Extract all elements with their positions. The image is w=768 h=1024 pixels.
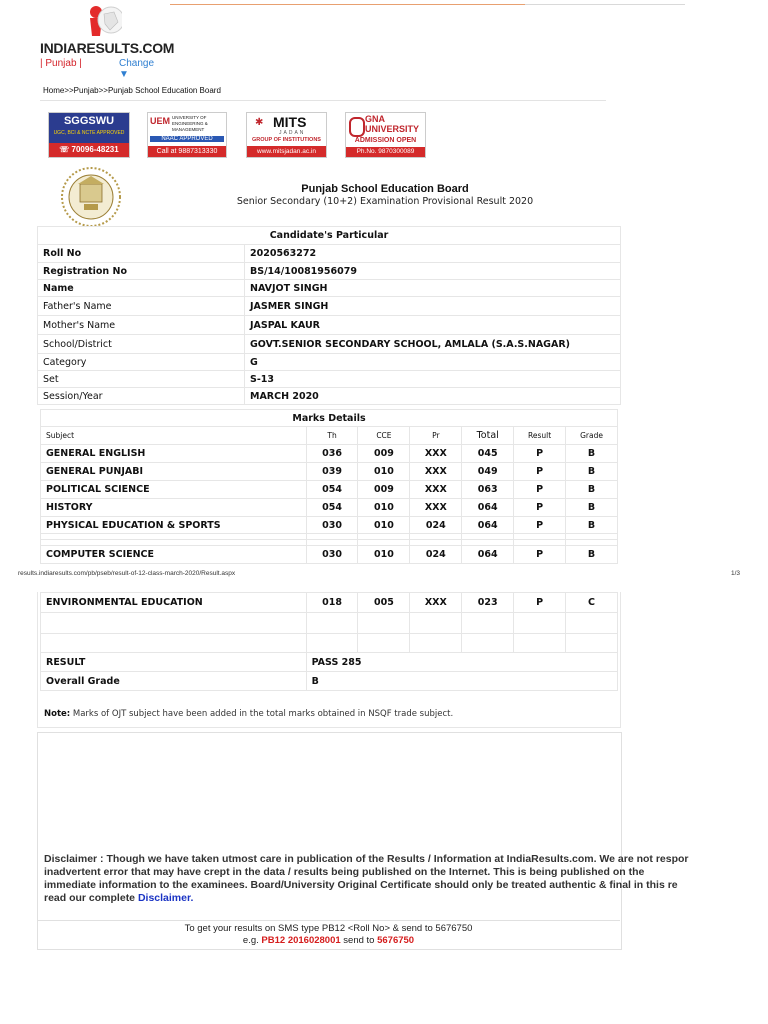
board-subtitle: Senior Secondary (10+2) Examination Provisional Result 2020 bbox=[236, 196, 534, 207]
cell: 064 bbox=[462, 517, 514, 534]
table-row bbox=[38, 354, 621, 371]
cell: 030 bbox=[306, 546, 358, 564]
cell: 010 bbox=[358, 517, 410, 534]
disclaimer-line: immediate information to the examinees. Board/University Original Certificate should only be treated authentic & final in this re bbox=[44, 879, 678, 891]
result-row bbox=[41, 653, 618, 672]
col-pr: Pr bbox=[410, 427, 462, 445]
row-label: Father's Name bbox=[38, 297, 245, 316]
row-value: GOVT.SENIOR SECONDARY SCHOOL, AMLALA (S.A.S.NAGAR) bbox=[245, 335, 621, 354]
state-label: | Punjab | bbox=[40, 58, 82, 69]
marks-table-continued bbox=[40, 592, 618, 691]
table-row bbox=[41, 481, 618, 499]
cell: B bbox=[566, 517, 618, 534]
table-row bbox=[38, 335, 621, 354]
ad-phone: www.mitsjadan.ac.in bbox=[247, 146, 326, 157]
row-value: BS/14/10081956079 bbox=[245, 263, 621, 280]
cell: B bbox=[566, 499, 618, 517]
ad-gna[interactable] bbox=[345, 112, 426, 158]
note-label: Note: bbox=[44, 709, 71, 719]
cell: B bbox=[566, 481, 618, 499]
table-row-empty bbox=[41, 634, 618, 653]
cell: XXX bbox=[410, 445, 462, 463]
grade-label: Overall Grade bbox=[41, 672, 307, 691]
sms-divider bbox=[37, 920, 620, 921]
result-value: PASS 285 bbox=[306, 653, 617, 672]
cell: 064 bbox=[462, 546, 514, 564]
table-row bbox=[38, 245, 621, 263]
cell: C bbox=[566, 593, 618, 613]
row-label: Mother's Name bbox=[38, 316, 245, 335]
grade-value: B bbox=[306, 672, 617, 691]
print-page-number: 1/3 bbox=[731, 570, 741, 577]
cell: 010 bbox=[358, 499, 410, 517]
cell: P bbox=[514, 546, 566, 564]
cell: POLITICAL SCIENCE bbox=[41, 481, 307, 499]
particulars-heading: Candidate's Particular bbox=[38, 227, 621, 245]
row-label: School/District bbox=[38, 335, 245, 354]
header-line-accent bbox=[170, 4, 525, 5]
cell: 045 bbox=[462, 445, 514, 463]
breadcrumb[interactable]: Home>>Punjab>>Punjab School Education Board bbox=[43, 86, 221, 95]
result-label: RESULT bbox=[41, 653, 307, 672]
table-row bbox=[41, 499, 618, 517]
particulars-table bbox=[37, 226, 621, 405]
col-result: Result bbox=[514, 427, 566, 445]
ad-mits[interactable] bbox=[246, 112, 327, 158]
table-row bbox=[38, 280, 621, 297]
row-value: 2020563272 bbox=[245, 245, 621, 263]
table-header-row bbox=[41, 427, 618, 445]
logo-text: INDIARESULTS.COM bbox=[40, 40, 175, 56]
disclaimer-link[interactable]: Disclaimer. bbox=[137, 892, 194, 904]
cell: 064 bbox=[462, 499, 514, 517]
cell: 049 bbox=[462, 463, 514, 481]
row-value: JASPAL KAUR bbox=[245, 316, 621, 335]
ad-phone: ☏ 70096-48231 bbox=[49, 143, 129, 157]
sms-sendto: send to bbox=[343, 935, 375, 946]
table-row bbox=[38, 316, 621, 335]
sms-example bbox=[37, 935, 620, 946]
print-url: results.indiaresults.com/pb/pseb/result-of-12-class-march-2020/Result.aspx bbox=[18, 570, 236, 577]
col-grade: Grade bbox=[566, 427, 618, 445]
ad-title: MITS bbox=[273, 114, 307, 130]
row-label: Set bbox=[38, 371, 245, 388]
cell: 010 bbox=[358, 463, 410, 481]
cell: 039 bbox=[306, 463, 358, 481]
ad-badge: ADMISSION OPEN bbox=[354, 137, 417, 144]
breadcrumb-divider bbox=[40, 100, 606, 101]
ad-phone: Call at 9887313330 bbox=[148, 146, 226, 157]
note-text: Marks of OJT subject have been added in the total marks obtained in NSQF trade subject. bbox=[72, 709, 454, 719]
col-subject: Subject bbox=[41, 427, 307, 445]
cell: XXX bbox=[410, 481, 462, 499]
disclaimer-line: read our complete bbox=[44, 892, 136, 904]
col-total: Total bbox=[462, 427, 514, 445]
col-cce: CCE bbox=[358, 427, 410, 445]
cell: 030 bbox=[306, 517, 358, 534]
table-row bbox=[41, 445, 618, 463]
ad-badge: GROUP OF INSTITUTIONS bbox=[252, 137, 321, 143]
star-icon: ✱ bbox=[255, 117, 264, 128]
table-row bbox=[41, 593, 618, 613]
logo-mark-icon bbox=[86, 2, 122, 40]
ad-sub: JADAN bbox=[279, 130, 306, 136]
sms-eg: e.g. bbox=[242, 935, 259, 946]
disclaimer-line: inadvertent error that may have crept in the data / results being published on the Internet. This is being published on the bbox=[44, 866, 645, 878]
ad-title: GNA bbox=[365, 114, 385, 124]
cell: P bbox=[514, 593, 566, 613]
table-row bbox=[41, 546, 618, 564]
cell: B bbox=[566, 445, 618, 463]
ad-sub: UNIVERSITY bbox=[365, 124, 420, 134]
ad-sub: UGC, BCI & NCTE APPROVED bbox=[53, 130, 125, 136]
cell: P bbox=[514, 481, 566, 499]
cell: 018 bbox=[306, 593, 358, 613]
row-value: G bbox=[245, 354, 621, 371]
cell: 023 bbox=[462, 593, 514, 613]
marks-heading: Marks Details bbox=[41, 410, 618, 427]
cell: GENERAL PUNJABI bbox=[41, 463, 307, 481]
row-label: Registration No bbox=[38, 263, 245, 280]
disclaimer-text bbox=[44, 853, 768, 905]
cell: 054 bbox=[306, 499, 358, 517]
cell: 009 bbox=[358, 445, 410, 463]
row-value: NAVJOT SINGH bbox=[245, 280, 621, 297]
ad-title: SGGSWU bbox=[63, 115, 115, 127]
cell: 024 bbox=[410, 546, 462, 564]
ad-sub: UNIVERSITY OF ENGINEERING & MANAGEMENT bbox=[172, 115, 208, 132]
table-row bbox=[38, 263, 621, 280]
page-break bbox=[0, 579, 768, 593]
shield-icon bbox=[349, 117, 365, 137]
ad-title: UEM bbox=[150, 116, 170, 126]
cell: GENERAL ENGLISH bbox=[41, 445, 307, 463]
sms-instruction: To get your results on SMS type PB12 <Roll No> & send to 5676750 bbox=[184, 923, 473, 934]
cell: 054 bbox=[306, 481, 358, 499]
sms-roll: 2016028001 bbox=[287, 935, 341, 946]
cell: P bbox=[514, 463, 566, 481]
site-logo[interactable] bbox=[40, 2, 175, 80]
board-emblem-icon bbox=[60, 166, 122, 228]
ad-phone: Ph.No. 9870300089 bbox=[346, 147, 425, 157]
table-row bbox=[41, 463, 618, 481]
cell: XXX bbox=[410, 593, 462, 613]
table-row bbox=[41, 517, 618, 534]
cell: PHYSICAL EDUCATION & SPORTS bbox=[41, 517, 307, 534]
disclaimer-line: Disclaimer : Though we have taken utmost care in publication of the Results / Information at IndiaResults.com. We are not respor bbox=[44, 853, 689, 865]
disclaimer-box bbox=[37, 732, 622, 950]
cell: 005 bbox=[358, 593, 410, 613]
cell: XXX bbox=[410, 463, 462, 481]
cell: HISTORY bbox=[41, 499, 307, 517]
change-state-link[interactable]: Change ▼ bbox=[119, 58, 155, 80]
cell: 010 bbox=[358, 546, 410, 564]
note bbox=[44, 709, 453, 719]
cell: P bbox=[514, 499, 566, 517]
sms-code: PB12 bbox=[261, 935, 286, 946]
cell: XXX bbox=[410, 499, 462, 517]
table-row-empty bbox=[41, 613, 618, 634]
cell: COMPUTER SCIENCE bbox=[41, 546, 307, 564]
row-label: Session/Year bbox=[38, 388, 245, 405]
table-row bbox=[38, 371, 621, 388]
grade-row bbox=[41, 672, 618, 691]
board-title: Punjab School Education Board bbox=[301, 183, 469, 195]
row-value: S-13 bbox=[245, 371, 621, 388]
row-label: Name bbox=[38, 280, 245, 297]
cell: 024 bbox=[410, 517, 462, 534]
row-label: Category bbox=[38, 354, 245, 371]
cell: 063 bbox=[462, 481, 514, 499]
marks-table bbox=[40, 409, 618, 564]
table-row bbox=[38, 388, 621, 405]
cell: B bbox=[566, 546, 618, 564]
cell: 036 bbox=[306, 445, 358, 463]
cell: P bbox=[514, 445, 566, 463]
cell: P bbox=[514, 517, 566, 534]
row-value: MARCH 2020 bbox=[245, 388, 621, 405]
row-value: JASMER SINGH bbox=[245, 297, 621, 316]
cell: 009 bbox=[358, 481, 410, 499]
cell: B bbox=[566, 463, 618, 481]
row-label: Roll No bbox=[38, 245, 245, 263]
table-row bbox=[38, 297, 621, 316]
col-th: Th bbox=[306, 427, 358, 445]
ad-sggswu[interactable] bbox=[48, 112, 130, 158]
cell: ENVIRONMENTAL EDUCATION bbox=[41, 593, 307, 613]
ad-uem[interactable] bbox=[147, 112, 227, 158]
ad-badge: NAAC APPROVED bbox=[150, 136, 224, 142]
sms-number: 5676750 bbox=[377, 935, 415, 946]
